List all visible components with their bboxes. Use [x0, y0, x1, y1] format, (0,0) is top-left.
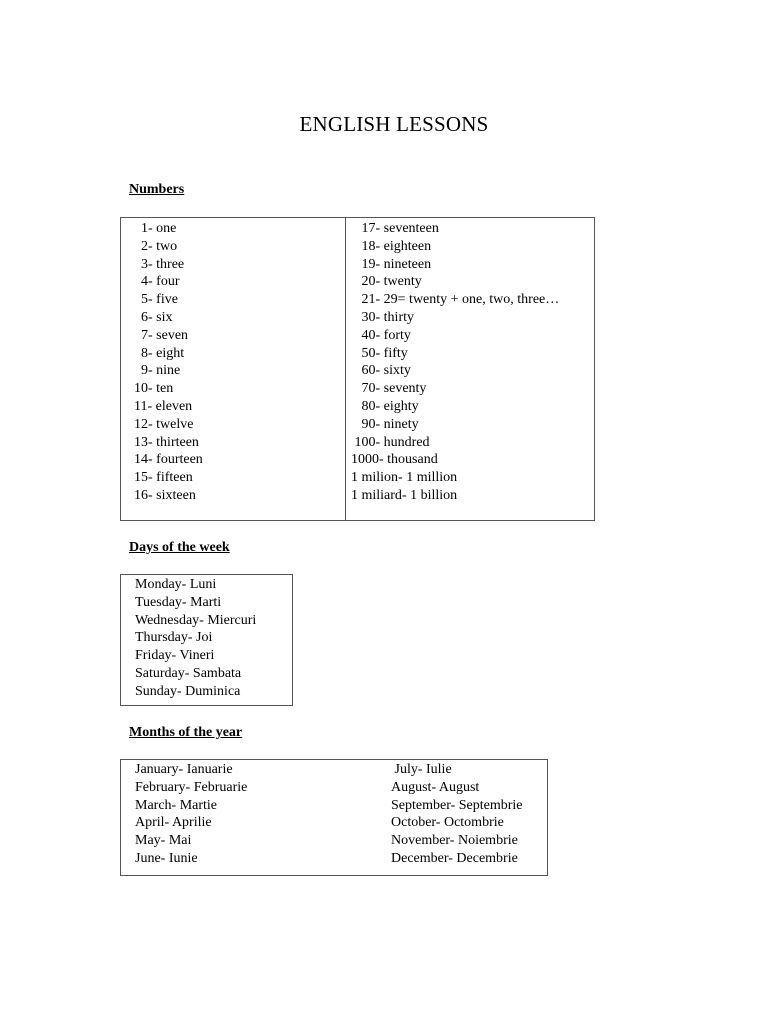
months-right-column — [391, 761, 523, 868]
list-item: Thursday- Joi — [135, 630, 213, 646]
list-item: 1000- thousand — [351, 452, 438, 468]
list-item: February- Februarie — [135, 779, 248, 795]
list-item: 15- fifteen — [134, 470, 193, 486]
days-heading: Days of the week — [129, 540, 230, 555]
list-item: Saturday- Sambata — [135, 665, 242, 681]
list-item: July- Iulie — [391, 762, 452, 777]
list-item: 11- eleven — [134, 398, 193, 414]
list-item: 12- twelve — [134, 416, 194, 432]
list-item: June- Iunie — [135, 850, 198, 866]
list-item: November- Noiembrie — [391, 833, 518, 849]
months-heading: Months of the year — [129, 725, 243, 740]
list-item: Friday- Vineri — [135, 648, 215, 664]
list-item: 1- one — [134, 221, 177, 236]
list-item: 80- eighty — [351, 398, 419, 414]
list-item: Tuesday- Marti — [135, 594, 222, 610]
numbers-table — [120, 217, 595, 521]
list-item: December- Decembrie — [391, 850, 518, 866]
list-item: March- Martie — [135, 797, 218, 813]
list-item: May- Mai — [135, 833, 192, 849]
days-column — [135, 576, 256, 701]
list-item: 16- sixteen — [134, 487, 196, 503]
list-item: August- August — [391, 779, 480, 795]
list-item: 17- seventeen — [351, 221, 439, 236]
list-item: 1 milion- 1 million — [351, 470, 458, 486]
list-item: 7- seven — [134, 327, 189, 343]
numbers-right-column — [351, 220, 559, 505]
days-table — [120, 574, 293, 706]
list-item: 9- nine — [134, 363, 181, 379]
page-title: ENGLISH LESSONS — [299, 112, 489, 136]
list-item: 4- four — [134, 274, 180, 290]
list-item: 8- eight — [134, 345, 185, 361]
list-item: 5- five — [134, 292, 178, 308]
list-item: 20- twenty — [351, 274, 422, 290]
list-item: 70- seventy — [351, 381, 427, 397]
list-item: 2- two — [134, 238, 178, 254]
list-item: Monday- Luni — [135, 577, 217, 592]
list-item: 60- sixty — [351, 363, 411, 379]
list-item: 13- thirteen — [134, 434, 199, 450]
list-item: 90- ninety — [351, 416, 419, 432]
list-item: January- Ianuarie — [135, 762, 233, 777]
list-item: 19- nineteen — [351, 256, 432, 272]
list-item: Sunday- Duminica — [135, 683, 241, 699]
months-left-column — [135, 761, 247, 868]
numbers-left-column — [134, 220, 203, 505]
list-item: 40- forty — [351, 327, 411, 343]
list-item: 18- eighteen — [351, 238, 432, 254]
months-table — [120, 759, 548, 876]
list-item: 6- six — [134, 309, 173, 325]
column-divider — [345, 218, 346, 520]
list-item: April- Aprilie — [135, 815, 212, 831]
list-item: 21- 29= twenty + one, two, three… — [351, 292, 560, 308]
list-item: 3- three — [134, 256, 185, 272]
list-item: 1 miliard- 1 billion — [351, 487, 458, 503]
list-item: 30- thirty — [351, 309, 414, 325]
list-item: October- Octombrie — [391, 815, 504, 831]
list-item: Wednesday- Miercuri — [135, 612, 257, 628]
list-item: September- Septembrie — [391, 797, 523, 813]
list-item: 14- fourteen — [134, 452, 203, 468]
list-item: 50- fifty — [351, 345, 408, 361]
list-item: 10- ten — [134, 381, 174, 397]
numbers-heading: Numbers — [129, 182, 185, 197]
list-item: 100- hundred — [351, 434, 430, 450]
